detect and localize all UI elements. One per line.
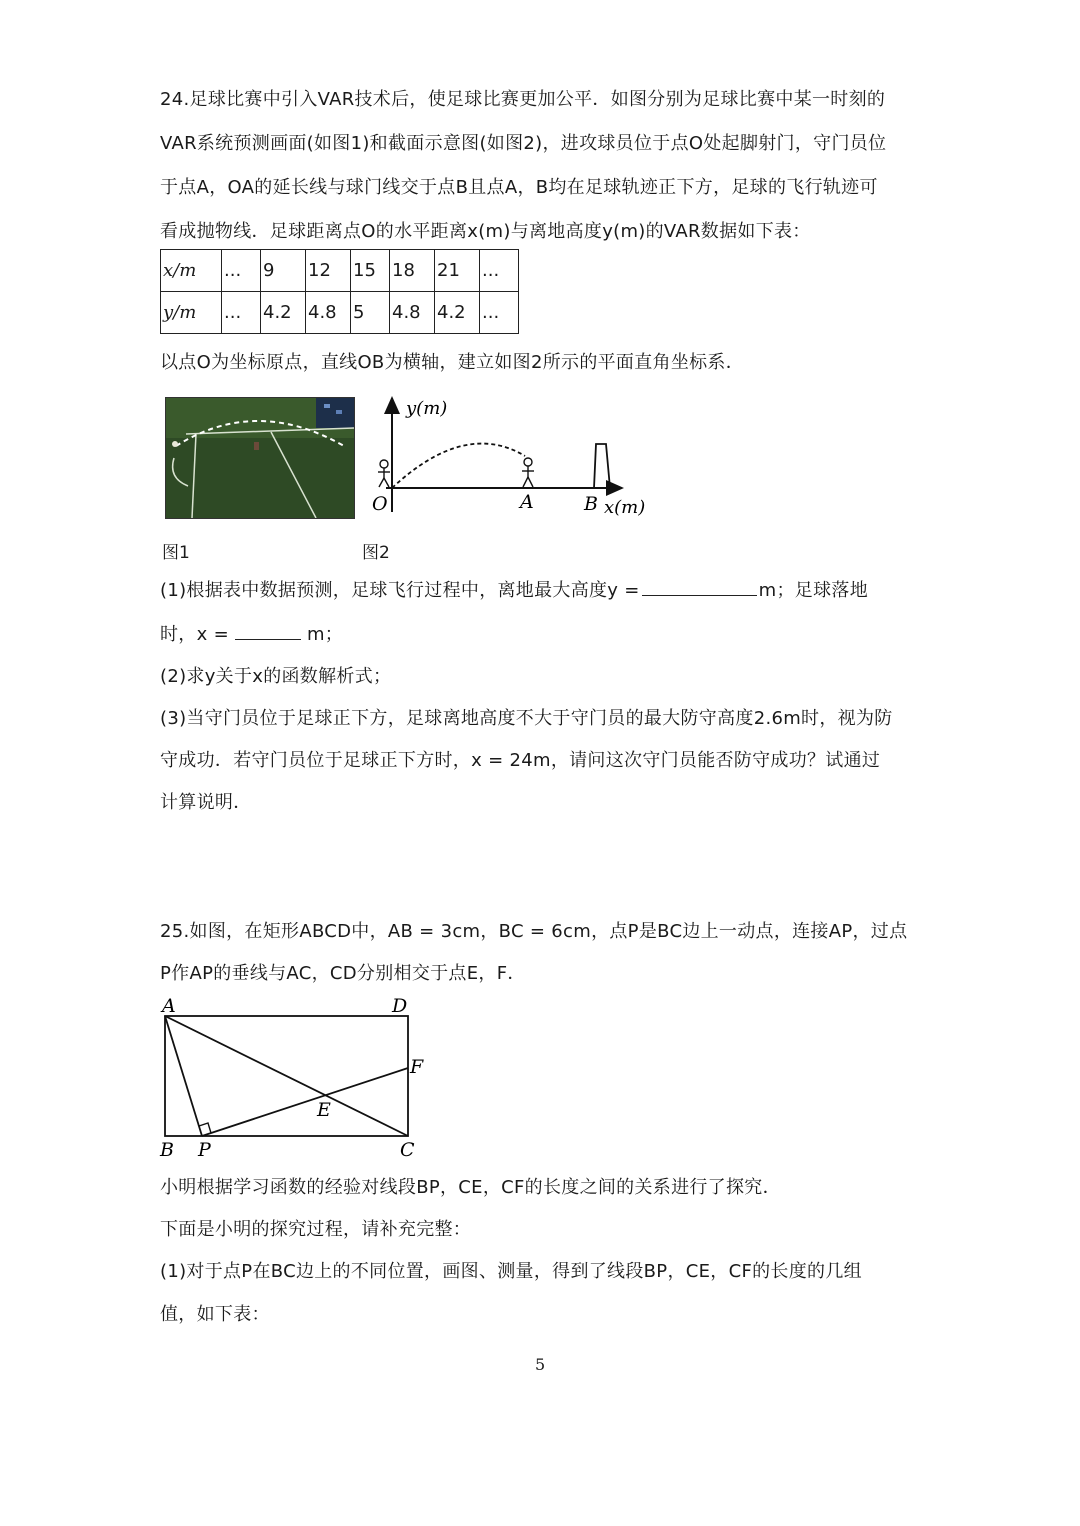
y-axis-label: y(m) — [406, 398, 448, 419]
table-cell: ... — [480, 292, 519, 334]
point-c-label: C — [400, 1139, 415, 1161]
point-o-label: O — [372, 493, 388, 515]
table-cell: 4.8 — [306, 292, 351, 334]
table-cell: 18 — [390, 250, 435, 292]
table-cell: 21 — [435, 250, 480, 292]
q25-after-line-3: (1)对于点P在BC边上的不同位置，画图、测量，得到了线段BP，CE，CF的长度的几组 — [160, 1261, 862, 1282]
point-a-label: A — [162, 995, 176, 1017]
table-cell: 4.2 — [261, 292, 306, 334]
figure-2-caption: 图2 — [362, 543, 390, 563]
table-cell: x/m — [161, 250, 222, 292]
soccer-field-image — [166, 398, 354, 518]
table-cell: 4.2 — [435, 292, 480, 334]
q24-line-2: VAR系统预测画面(如图1)和截面示意图(如图2)，进攻球员位于点O处起脚射门，守门员位 — [160, 133, 887, 154]
table-cell: ... — [222, 292, 261, 334]
table-row-x — [161, 250, 519, 292]
table-cell: 5 — [351, 292, 390, 334]
q25-line-2: P作AP的垂线与AC，CD分别相交于点E，F． — [160, 963, 526, 984]
x-axis-label: x(m) — [604, 497, 646, 518]
point-e-label: E — [317, 1099, 331, 1121]
figure-1-caption: 图1 — [162, 543, 190, 563]
attacker-figure-icon — [378, 460, 390, 487]
figure-2-diagram — [360, 392, 660, 524]
segment-ac — [165, 1016, 408, 1136]
q24-sub1-text-b: m；足球落地 — [758, 580, 868, 601]
point-f-label: F — [410, 1056, 424, 1078]
var-data-table — [160, 249, 519, 334]
goal-post-icon — [594, 444, 610, 488]
var-photo-figure — [165, 397, 355, 519]
q24-sub1-text-c: 时，x = — [160, 624, 229, 645]
table-cell: ... — [480, 250, 519, 292]
q24-sub1-text-d: m； — [306, 624, 344, 645]
answer-blank-max-height[interactable] — [642, 581, 757, 596]
segment-ap — [165, 1016, 202, 1136]
point-b-label: B — [160, 1139, 174, 1161]
q24-sub3-line3: 计算说明． — [160, 792, 252, 813]
table-row-y — [161, 292, 519, 334]
table-cell: ... — [222, 250, 261, 292]
q24-line-4: 看成抛物线．足球距离点O的水平距离x(m)与离地高度y(m)的VAR数据如下表： — [160, 221, 811, 242]
point-p-label: P — [198, 1139, 211, 1161]
segment-pf — [202, 1068, 408, 1136]
q24-line-1: 24.足球比赛中引入VAR技术后，使足球比赛更加公平．如图分别为足球比赛中某一时刻的 — [160, 89, 886, 110]
table-cell: 15 — [351, 250, 390, 292]
q24-after-table: 以点O为坐标原点，直线OB为横轴，建立如图2所示的平面直角坐标系． — [160, 352, 745, 373]
ball-trajectory — [392, 444, 525, 488]
q25-after-line-2: 下面是小明的探究过程，请补充完整： — [160, 1219, 472, 1240]
page-number: 5 — [535, 1355, 546, 1374]
table-cell: 12 — [306, 250, 351, 292]
q25-after-line-1: 小明根据学习函数的经验对线段BP，CE，CF的长度之间的关系进行了探究． — [160, 1177, 781, 1198]
q24-sub3-line1: (3)当守门员位于足球正下方，足球离地高度不大于守门员的最大防守高度2.6m时，视为防 — [160, 708, 893, 729]
answer-blank-landing-x[interactable] — [235, 625, 301, 640]
q24-line-3: 于点A，OA的延长线与球门线交于点B且点A，B均在足球轨迹正下方，足球的飞行轨迹可 — [160, 177, 878, 198]
q24-sub2: (2)求y关于x的函数解析式； — [160, 666, 392, 687]
goalkeeper-figure-icon — [522, 458, 534, 487]
q24-sub1-line2 — [160, 624, 343, 646]
point-a-label: A — [520, 491, 534, 513]
rectangle-abcd-diagram — [150, 990, 440, 1165]
table-cell: 4.8 — [390, 292, 435, 334]
table-cell: 9 — [261, 250, 306, 292]
point-d-label: D — [392, 995, 408, 1017]
q25-after-line-4: 值，如下表： — [160, 1304, 270, 1325]
point-b-label: B — [584, 493, 598, 515]
table-cell: y/m — [161, 292, 222, 334]
q24-sub1-text-a: (1)根据表中数据预测，足球飞行过程中，离地最大高度y = — [160, 580, 640, 601]
q25-line-1: 25.如图，在矩形ABCD中，AB = 3cm，BC = 6cm，点P是BC边上一动点，连接AP，过点 — [160, 921, 908, 942]
q24-sub3-line2: 守成功．若守门员位于足球正下方时，x = 24m，请问这次守门员能否防守成功？试通过 — [160, 750, 881, 771]
q24-sub1-line1 — [160, 580, 868, 602]
